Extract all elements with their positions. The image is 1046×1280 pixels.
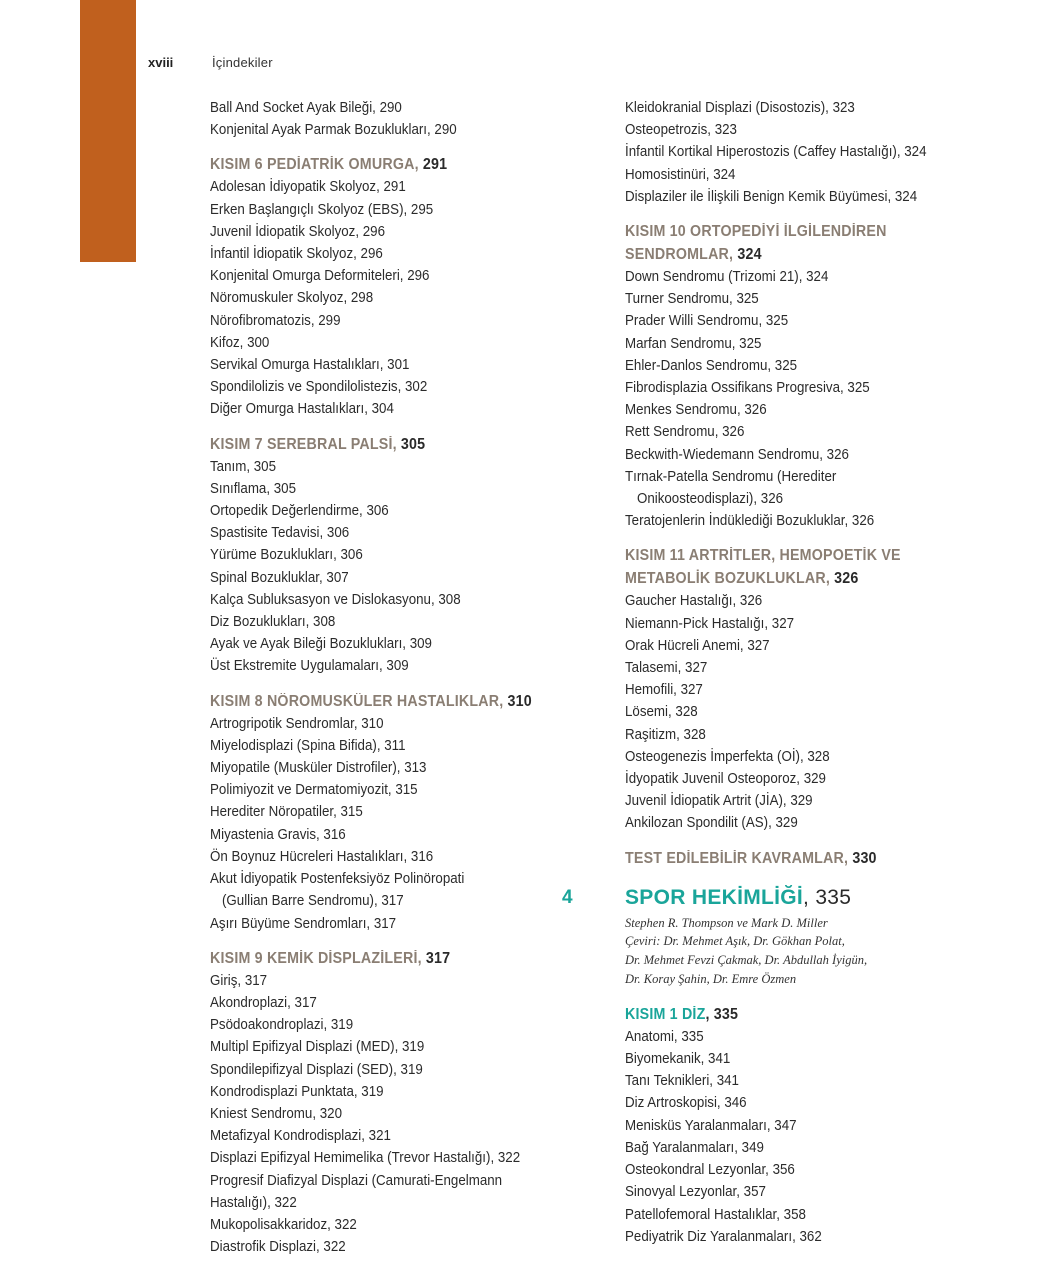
- toc-entry[interactable]: (Gullian Barre Sendromu), 317: [221, 893, 404, 910]
- section-page: 324: [737, 246, 762, 264]
- section-page: 305: [400, 435, 426, 453]
- chapter-authors: [625, 914, 1025, 989]
- toc-entry[interactable]: Osteokondral Lezyonlar, 356: [625, 1162, 795, 1179]
- toc-list-kisim-7: [210, 456, 610, 678]
- running-head-title: İçindekiler: [212, 55, 273, 70]
- toc-entry[interactable]: Tırnak-Patella Sendromu (Herediter: [625, 468, 837, 485]
- page-number: xviii: [148, 55, 174, 70]
- chapter-page: 335: [815, 885, 852, 909]
- toc-entry[interactable]: Ortopedik Değerlendirme, 306: [210, 503, 389, 520]
- toc-entry[interactable]: Osteogenezis İmperfekta (Oİ), 328: [625, 748, 830, 765]
- section-title: KISIM 1 DİZ: [625, 1005, 706, 1023]
- toc-entry[interactable]: Gaucher Hastalığı, 326: [625, 593, 763, 610]
- toc-intro-list: [210, 97, 610, 141]
- toc-entry[interactable]: Servikal Omurga Hastalıkları, 301: [210, 357, 410, 374]
- toc-list-kisim-11: [625, 590, 1025, 834]
- toc-entry[interactable]: Kondrodisplazi Punktata, 319: [210, 1083, 384, 1100]
- toc-entry[interactable]: Spastisite Tedavisi, 306: [210, 525, 350, 542]
- toc-entry[interactable]: Beckwith-Wiedemann Sendromu, 326: [625, 446, 849, 463]
- toc-entry[interactable]: Spinal Bozukluklar, 307: [210, 569, 349, 586]
- toc-entry[interactable]: Down Sendromu (Trizomi 21), 324: [625, 269, 829, 286]
- toc-entry[interactable]: Menisküs Yaralanmaları, 347: [625, 1117, 797, 1134]
- toc-entry[interactable]: Akondroplazi, 317: [210, 994, 317, 1011]
- toc-entry[interactable]: Herediter Nöropatiler, 315: [210, 804, 363, 821]
- section-heading-kisim-7[interactable]: KISIM 7 SEREBRAL PALSİ, 305: [210, 435, 426, 453]
- toc-list-kisim-10: [625, 266, 1025, 532]
- toc-entry[interactable]: Patellofemoral Hastalıklar, 358: [625, 1206, 806, 1223]
- toc-entry[interactable]: Adolesan İdiyopatik Skolyoz, 291: [210, 179, 406, 196]
- section-page: 330: [852, 849, 877, 867]
- toc-right-column: [625, 97, 1025, 1248]
- toc-entry[interactable]: Marfan Sendromu, 325: [625, 335, 762, 352]
- section-heading-kisim-9[interactable]: KISIM 9 KEMİK DİSPLAZİLERİ, 317: [210, 949, 451, 967]
- toc-entry[interactable]: Anatomi, 335: [625, 1028, 704, 1045]
- section-heading-kisim-8[interactable]: KISIM 8 NÖROMUSKÜLER HASTALIKLAR, 310: [210, 692, 532, 710]
- toc-entry[interactable]: Polimiyozit ve Dermatomiyozit, 315: [210, 782, 418, 799]
- toc-entry[interactable]: Onikoosteodisplazi), 326: [636, 491, 784, 508]
- toc-entry[interactable]: Teratojenlerin İndüklediği Bozukluklar, 326: [625, 513, 875, 530]
- toc-entry[interactable]: Displaziler ile İlişkili Benign Kemik Büyümesi, 324: [625, 188, 918, 205]
- toc-entry[interactable]: Ball And Socket Ayak Bileği, 290: [210, 100, 402, 116]
- section-title-line-2: SENDROMLAR: [625, 246, 730, 264]
- toc-entry[interactable]: Psödoakondroplazi, 319: [210, 1017, 354, 1034]
- toc-entry[interactable]: Spondilepifizyal Displazi (SED), 319: [210, 1061, 423, 1078]
- toc-entry[interactable]: Multipl Epifizyal Displazi (MED), 319: [210, 1039, 425, 1056]
- toc-entry[interactable]: Hemofili, 327: [625, 682, 703, 699]
- toc-entry[interactable]: Prader Willi Sendromu, 325: [625, 313, 789, 330]
- toc-entry[interactable]: Rett Sendromu, 326: [625, 424, 745, 441]
- section-page: 317: [425, 949, 451, 967]
- toc-entry[interactable]: Kleidokranial Displazi (Disostozis), 323: [625, 100, 855, 116]
- section-page: 310: [507, 692, 532, 710]
- toc-entry[interactable]: Mukopolisakkaridoz, 322: [210, 1216, 357, 1233]
- toc-entry[interactable]: Diğer Omurga Hastalıkları, 304: [210, 401, 394, 418]
- section-heading-kisim-1-diz[interactable]: KISIM 1 DİZ, 335: [625, 1005, 739, 1023]
- toc-entry[interactable]: Konjenital Ayak Parmak Bozuklukları, 290: [210, 122, 457, 139]
- toc-entry[interactable]: Spondilolizis ve Spondilolistezis, 302: [210, 379, 428, 396]
- toc-entry[interactable]: Bağ Yaralanmaları, 349: [625, 1139, 764, 1156]
- toc-list-kisim-9: [210, 970, 610, 1259]
- toc-entry[interactable]: Pediyatrik Diz Yaralanmaları, 362: [625, 1228, 822, 1245]
- section-title: KISIM 9 KEMİK DİSPLAZİLERİ: [210, 949, 418, 967]
- toc-entry[interactable]: Akut İdiyopatik Postenfeksiyöz Polinöropati: [210, 871, 465, 888]
- toc-entry[interactable]: Progresif Diafizyal Displazi (Camurati-Engelmann: [210, 1172, 503, 1189]
- toc-entry[interactable]: Diz Bozuklukları, 308: [210, 614, 336, 631]
- chapter-title: SPOR HEKİMLİĞİ: [625, 885, 804, 909]
- toc-entry[interactable]: Yürüme Bozuklukları, 306: [210, 547, 363, 564]
- section-title-line-1: KISIM 11 ARTRİTLER, HEMOPOETİK VE: [625, 547, 901, 565]
- toc-entry[interactable]: Hastalığı), 322: [210, 1194, 297, 1211]
- author-line: Çeviri: Dr. Mehmet Aşık, Dr. Gökhan Polat,: [625, 934, 845, 949]
- section-page: 335: [713, 1005, 739, 1023]
- section-title: KISIM 6 PEDİATRİK OMURGA: [210, 156, 415, 174]
- section-title: KISIM 7 SEREBRAL PALSİ: [210, 435, 393, 453]
- toc-list-kisim-6: [210, 176, 610, 420]
- section-title: TEST EDİLEBİLİR KAVRAMLAR: [625, 849, 845, 867]
- toc-entry[interactable]: Sınıflama, 305: [210, 480, 297, 497]
- toc-entry[interactable]: İnfantil İdiopatik Skolyoz, 296: [210, 246, 383, 263]
- toc-entry[interactable]: Talasemi, 327: [625, 660, 708, 677]
- author-line: Dr. Koray Şahin, Dr. Emre Özmen: [625, 972, 797, 987]
- toc-entry[interactable]: Aşırı Büyüme Sendromları, 317: [210, 915, 397, 932]
- toc-entry[interactable]: İnfantil Kortikal Hiperostozis (Caffey Hastalığı), 324: [625, 144, 927, 161]
- toc-entry[interactable]: Lösemi, 328: [625, 704, 698, 721]
- toc-entry[interactable]: Osteopetrozis, 323: [625, 122, 737, 139]
- toc-entry[interactable]: Orak Hücreli Anemi, 327: [625, 637, 770, 654]
- toc-entry[interactable]: Ön Boynuz Hücreleri Hastalıkları, 316: [210, 848, 434, 865]
- toc-list-kisim-1: [625, 1026, 1025, 1248]
- toc-entry[interactable]: Tanı Teknikleri, 341: [625, 1073, 739, 1090]
- toc-entry[interactable]: Menkes Sendromu, 326: [625, 402, 767, 419]
- toc-entry[interactable]: İdyopatik Juvenil Osteoporoz, 329: [625, 771, 826, 788]
- toc-entry[interactable]: Diz Artroskopisi, 346: [625, 1095, 747, 1112]
- toc-entry[interactable]: Biyomekanik, 341: [625, 1051, 731, 1068]
- toc-entry[interactable]: Miyelodisplazi (Spina Bifida), 311: [210, 737, 406, 754]
- toc-entry[interactable]: Miyopatile (Musküler Distrofiler), 313: [210, 760, 427, 777]
- toc-entry[interactable]: Miyastenia Gravis, 316: [210, 826, 346, 843]
- chapter-heading[interactable]: SPOR HEKİMLİĞİ, 335: [625, 885, 852, 909]
- section-heading-test[interactable]: TEST EDİLEBİLİR KAVRAMLAR, 330: [625, 849, 877, 867]
- section-heading-kisim-6[interactable]: KISIM 6 PEDİATRİK OMURGA, 291: [210, 156, 448, 174]
- toc-entry[interactable]: Niemann-Pick Hastalığı, 327: [625, 615, 795, 632]
- toc-entry[interactable]: Turner Sendromu, 325: [625, 291, 759, 308]
- toc-entry[interactable]: Fibrodisplazia Ossifikans Progresiva, 325: [625, 380, 870, 397]
- section-title-line-2: METABOLİK BOZUKLUKLAR: [625, 570, 826, 588]
- toc-entry[interactable]: Metafizyal Kondrodisplazi, 321: [210, 1128, 391, 1145]
- toc-entry[interactable]: Ayak ve Ayak Bileği Bozuklukları, 309: [210, 636, 432, 653]
- toc-left-column: [210, 97, 610, 1258]
- toc-intro-list: [625, 97, 1025, 208]
- toc-entry[interactable]: Üst Ekstremite Uygulamaları, 309: [210, 658, 409, 675]
- toc-entry[interactable]: Juvenil İdiopatik Artrit (JİA), 329: [625, 793, 813, 810]
- toc-entry[interactable]: Artrogripotik Sendromlar, 310: [210, 715, 384, 732]
- section-heading-kisim-11[interactable]: KISIM 11 ARTRİTLER, HEMOPOETİK VE METABOLİK BOZUKLUKLAR, 326: [625, 544, 993, 590]
- toc-entry[interactable]: Raşitizm, 328: [625, 726, 706, 743]
- toc-entry[interactable]: Juvenil İdiopatik Skolyoz, 296: [210, 223, 386, 240]
- author-line: Stephen R. Thompson ve Mark D. Miller: [625, 915, 828, 930]
- section-title-line-1: KISIM 10 ORTOPEDİYİ İLGİLENDİREN: [625, 223, 887, 241]
- section-heading-kisim-10[interactable]: KISIM 10 ORTOPEDİYİ İLGİLENDİREN SENDROMLAR, 324: [625, 220, 993, 266]
- toc-entry[interactable]: Ankilozan Spondilit (AS), 329: [625, 815, 798, 832]
- toc-entry[interactable]: Nörofibromatozis, 299: [210, 312, 341, 329]
- toc-entry[interactable]: Erken Başlangıçlı Skolyoz (EBS), 295: [210, 201, 434, 218]
- toc-entry[interactable]: Kniest Sendromu, 320: [210, 1105, 343, 1122]
- toc-entry[interactable]: Giriş, 317: [210, 972, 268, 989]
- toc-entry[interactable]: Konjenital Omurga Deformiteleri, 296: [210, 268, 430, 285]
- toc-entry[interactable]: Tanım, 305: [210, 458, 277, 475]
- toc-entry[interactable]: Diastrofik Displazi, 322: [210, 1239, 346, 1256]
- toc-entry[interactable]: Ehler-Danlos Sendromu, 325: [625, 357, 798, 374]
- toc-entry[interactable]: Kalça Subluksasyon ve Dislokasyonu, 308: [210, 591, 461, 608]
- section-page: 326: [834, 570, 859, 588]
- toc-entry[interactable]: Homosistinüri, 324: [625, 166, 736, 183]
- toc-entry[interactable]: Kifoz, 300: [210, 334, 270, 351]
- chapter-color-tab: [80, 0, 136, 262]
- author-line: Dr. Mehmet Fevzi Çakmak, Dr. Abdullah İyigün,: [625, 953, 868, 968]
- toc-entry[interactable]: Sinovyal Lezyonlar, 357: [625, 1184, 766, 1201]
- toc-list-kisim-8: [210, 713, 610, 935]
- section-page: 291: [422, 156, 448, 174]
- section-title: KISIM 8 NÖROMUSKÜLER HASTALIKLAR: [210, 692, 500, 710]
- chapter-number: 4: [562, 887, 573, 908]
- toc-entry[interactable]: Nöromuskuler Skolyoz, 298: [210, 290, 374, 307]
- toc-entry[interactable]: Displazi Epifizyal Hemimelika (Trevor Hastalığı), 322: [210, 1150, 521, 1167]
